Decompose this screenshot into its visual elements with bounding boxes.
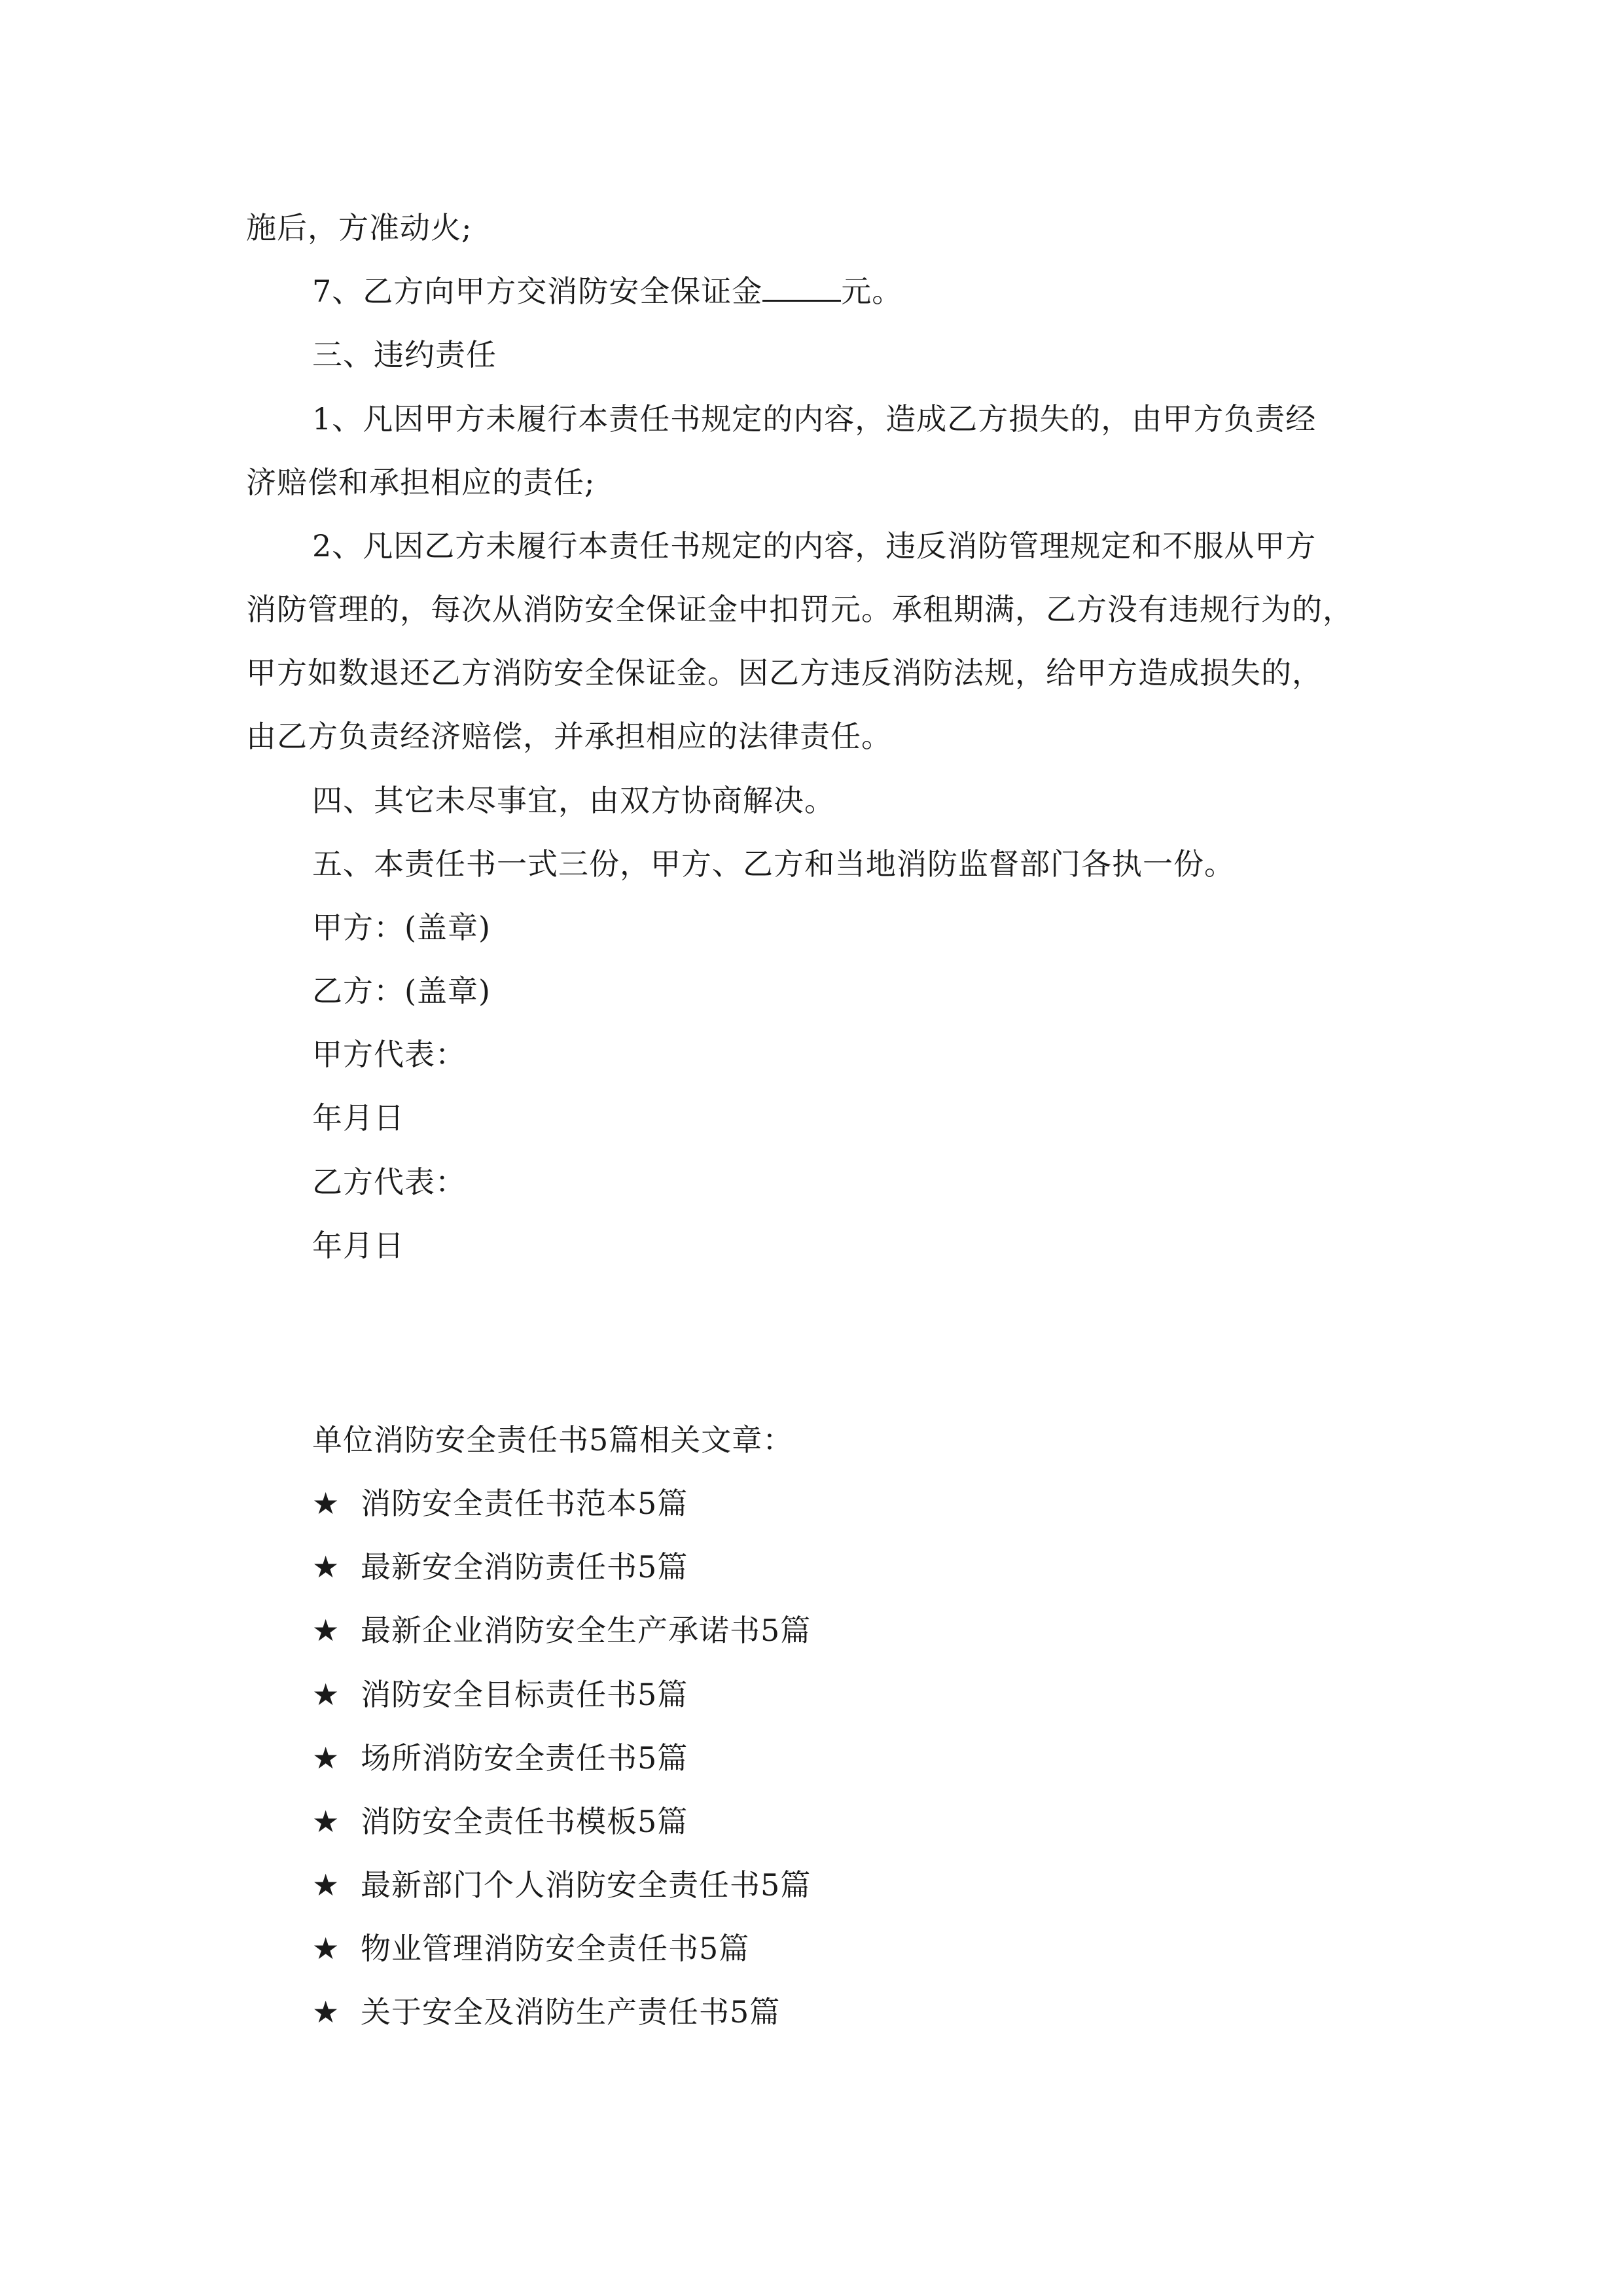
party-a-seal: 甲方：(盖章): [312, 910, 491, 945]
section-4: 四、其它未尽事宜，由双方协商解决。: [312, 783, 835, 818]
item-7: [312, 272, 902, 311]
related-articles-title: 单位消防安全责任书5篇相关文章：: [312, 1422, 794, 1458]
related-article-link[interactable]: [312, 1992, 780, 2032]
breach-2-line-1: 2、凡因乙方未履行本责任书规定的内容，违反消防管理规定和不服从甲方: [312, 528, 1317, 564]
related-article-link[interactable]: [312, 1611, 811, 1650]
breach-2-line-4: 由乙方负责经济赔偿，并承担相应的法律责任。: [246, 719, 892, 754]
related-article-title: 最新部门个人消防安全责任书5篇: [361, 1867, 812, 1903]
breach-2-line-3: 甲方如数退还乙方消防安全保证金。因乙方违反消防法规，给甲方造成损失的，: [246, 655, 1323, 691]
star-icon: ★: [312, 1677, 340, 1712]
star-icon: ★: [312, 1804, 340, 1839]
party-a-date: 年月日: [312, 1100, 404, 1136]
related-article-link[interactable]: [312, 1929, 749, 1968]
star-icon: ★: [312, 1931, 340, 1966]
related-article-title: 最新安全消防责任书5篇: [361, 1549, 688, 1585]
breach-2-line-2: 消防管理的，每次从消防安全保证金中扣罚元。承租期满，乙方没有违规行为的，: [246, 592, 1353, 627]
star-icon: ★: [312, 1549, 340, 1585]
related-article-title: 关于安全及消防生产责任书5篇: [361, 1994, 781, 2030]
related-article-title: 物业管理消防安全责任书5篇: [361, 1931, 750, 1966]
breach-1-line-1: 1、凡因甲方未履行本责任书规定的内容，造成乙方损失的，由甲方负责经: [312, 401, 1317, 437]
star-icon: ★: [312, 1994, 340, 2030]
related-article-link[interactable]: [312, 1802, 688, 1841]
related-article-link[interactable]: [312, 1865, 811, 1905]
party-b-seal: 乙方：(盖章): [312, 973, 491, 1009]
party-b-date: 年月日: [312, 1228, 404, 1263]
related-article-title: 消防安全责任书模板5篇: [361, 1804, 688, 1839]
section-5: 五、本责任书一式三份，甲方、乙方和当地消防监督部门各执一份。: [312, 846, 1235, 882]
party-a-representative: 甲方代表：: [312, 1037, 466, 1072]
item-7-text: 7、乙方向甲方交消防安全保证金: [312, 274, 763, 309]
related-article-title: 消防安全目标责任书5篇: [361, 1677, 688, 1712]
related-article-title: 消防安全责任书范本5篇: [361, 1486, 688, 1521]
related-article-link[interactable]: [312, 1675, 688, 1714]
continuation-text: 施后，方准动火;: [246, 210, 473, 245]
item-7-suffix: 元。: [841, 274, 903, 309]
related-article-title: 场所消防安全责任书5篇: [361, 1740, 688, 1776]
related-article-link[interactable]: [312, 1738, 688, 1778]
star-icon: ★: [312, 1486, 340, 1521]
star-icon: ★: [312, 1867, 340, 1903]
party-b-representative: 乙方代表：: [312, 1164, 466, 1200]
star-icon: ★: [312, 1613, 340, 1648]
star-icon: ★: [312, 1740, 340, 1776]
breach-1-line-2: 济赔偿和承担相应的责任;: [246, 465, 596, 500]
related-article-link[interactable]: [312, 1547, 688, 1587]
section-3-heading: 三、违约责任: [312, 337, 497, 372]
amount-blank: [762, 274, 841, 302]
related-article-title: 最新企业消防安全生产承诺书5篇: [361, 1613, 812, 1648]
related-article-link[interactable]: [312, 1484, 688, 1523]
